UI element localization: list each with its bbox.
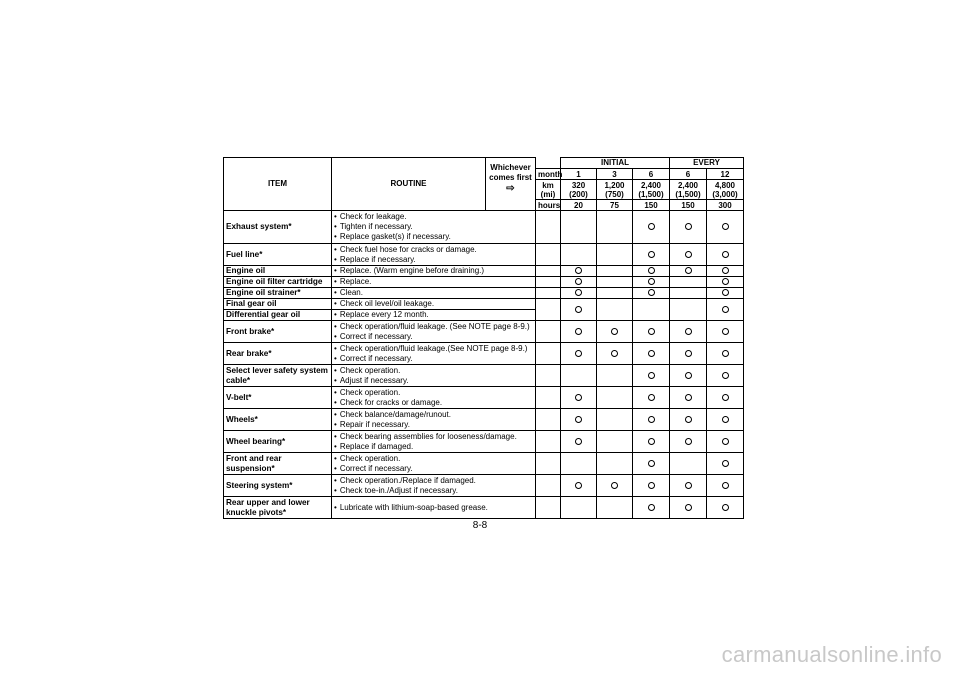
interval-cell (561, 288, 597, 299)
routine-line: • Check for leakage. (334, 212, 533, 222)
item-cell: Wheel bearing* (224, 431, 332, 453)
circle-icon (722, 278, 729, 285)
mi-value: (200) (569, 189, 588, 199)
km-cell (707, 180, 744, 200)
months-cell: 6 (670, 169, 707, 180)
routine-line: • Repair if necessary. (334, 420, 533, 430)
routine-cell (332, 431, 536, 453)
circle-icon (685, 482, 692, 489)
whichever-header (486, 158, 536, 200)
routine-line: • Correct if necessary. (334, 332, 533, 342)
interval-cell (707, 299, 744, 321)
hours-label: hours (536, 200, 561, 211)
routine-line: • Check operation. (334, 454, 533, 464)
routine-cell (332, 211, 536, 244)
routine-line: • Check oil level/oil leakage. (334, 299, 533, 309)
circle-icon (685, 223, 692, 230)
item-cell: Fuel line* (224, 244, 332, 266)
circle-icon (685, 394, 692, 401)
interval-cell (597, 277, 633, 288)
table-row (224, 277, 744, 288)
circle-icon (648, 289, 655, 296)
circle-icon (722, 267, 729, 274)
item-cell: Exhaust system* (224, 211, 332, 244)
circle-icon (722, 350, 729, 357)
interval-cell (670, 365, 707, 387)
hours-cell: 300 (707, 200, 744, 211)
circle-icon (575, 267, 582, 274)
months-cell: 12 (707, 169, 744, 180)
interval-cell (707, 387, 744, 409)
interval-cell (670, 387, 707, 409)
item-cell: Steering system* (224, 475, 332, 497)
arrow-right-icon: ⇨ (506, 183, 515, 195)
interval-cell (707, 321, 744, 343)
routine-cell (332, 277, 536, 288)
interval-cell (633, 343, 670, 365)
table-row (224, 497, 744, 519)
hours-cell: 20 (561, 200, 597, 211)
circle-icon (648, 460, 655, 467)
routine-line: • Replace if damaged. (334, 442, 533, 452)
interval-cell (561, 431, 597, 453)
circle-icon (611, 482, 618, 489)
interval-spacer (536, 365, 561, 387)
routine-cell (332, 409, 536, 431)
hours-cell: 75 (597, 200, 633, 211)
routine-cell (332, 475, 536, 497)
interval-cell (561, 321, 597, 343)
whichever-line1: Whichever (490, 163, 531, 173)
item-cell: Differential gear oil (224, 310, 332, 321)
circle-icon (648, 416, 655, 423)
routine-cell (332, 497, 536, 519)
routine-line: • Check toe-in./Adjust if necessary. (334, 486, 533, 496)
circle-icon (648, 394, 655, 401)
circle-icon (575, 394, 582, 401)
interval-cell (561, 365, 597, 387)
circle-icon (648, 267, 655, 274)
km-cell (597, 180, 633, 200)
interval-cell (597, 299, 633, 321)
interval-cell (670, 244, 707, 266)
circle-icon (722, 223, 729, 230)
interval-spacer (536, 475, 561, 497)
interval-cell (633, 277, 670, 288)
circle-icon (722, 394, 729, 401)
interval-cell (561, 475, 597, 497)
interval-spacer (536, 387, 561, 409)
interval-cell (597, 211, 633, 244)
circle-icon (685, 372, 692, 379)
table-row (224, 475, 744, 497)
circle-icon (575, 438, 582, 445)
km-value: 1,200 (604, 180, 625, 190)
table-row (224, 211, 744, 244)
circle-icon (575, 306, 582, 313)
circle-icon (575, 278, 582, 285)
table-row (224, 409, 744, 431)
circle-icon (648, 328, 655, 335)
circle-icon (648, 482, 655, 489)
km-value: 320 (571, 180, 586, 190)
interval-cell (561, 299, 597, 321)
interval-cell (633, 321, 670, 343)
routine-cell (332, 365, 536, 387)
circle-icon (722, 482, 729, 489)
interval-cell (633, 409, 670, 431)
routine-line: • Check operation. (334, 388, 533, 398)
interval-cell (707, 409, 744, 431)
mi-value: (750) (605, 189, 624, 199)
circle-icon (685, 416, 692, 423)
month-label: month (536, 169, 561, 180)
interval-cell (670, 343, 707, 365)
interval-cell (633, 365, 670, 387)
circle-icon (685, 350, 692, 357)
circle-icon (722, 504, 729, 511)
interval-cell (597, 387, 633, 409)
routine-line: • Clean. (334, 288, 533, 298)
mi-value: (3,000) (712, 189, 738, 199)
interval-spacer (536, 266, 561, 277)
interval-cell (597, 288, 633, 299)
interval-cell (597, 365, 633, 387)
table-row (224, 431, 744, 453)
routine-line: • Check for cracks or damage. (334, 398, 533, 408)
maintenance-body (224, 211, 744, 519)
table-row (224, 365, 744, 387)
item-cell: Wheels* (224, 409, 332, 431)
mi-value: (1,500) (675, 189, 701, 199)
item-cell: Select lever safety system cable* (224, 365, 332, 387)
routine-line: • Check operation/fluid leakage. (See NOTE page 8-9.) (334, 322, 533, 332)
interval-spacer (536, 497, 561, 519)
routine-line: • Tighten if necessary. (334, 222, 533, 232)
interval-cell (561, 387, 597, 409)
table-row (224, 343, 744, 365)
circle-icon (685, 251, 692, 258)
interval-cell (597, 266, 633, 277)
routine-line: • Replace if necessary. (334, 255, 533, 265)
circle-icon (575, 350, 582, 357)
interval-cell (597, 453, 633, 475)
interval-cell (670, 277, 707, 288)
table-row (224, 244, 744, 266)
circle-icon (722, 416, 729, 423)
routine-line: • Replace. (334, 277, 533, 287)
item-cell: Engine oil filter cartridge (224, 277, 332, 288)
routine-cell (332, 387, 536, 409)
interval-cell (670, 211, 707, 244)
routine-line: • Check operation./Replace if damaged. (334, 476, 533, 486)
routine-cell (332, 266, 536, 277)
circle-icon (648, 278, 655, 285)
km-label-text: km (542, 180, 554, 190)
item-cell: Engine oil strainer* (224, 288, 332, 299)
page-number: 8-8 (472, 520, 488, 531)
interval-cell (707, 211, 744, 244)
km-label (536, 180, 561, 200)
item-cell: Final gear oil (224, 299, 332, 310)
interval-cell (707, 288, 744, 299)
interval-cell (670, 497, 707, 519)
circle-icon (648, 504, 655, 511)
maintenance-sheet (223, 157, 743, 519)
km-cell (561, 180, 597, 200)
interval-cell (561, 409, 597, 431)
interval-cell (633, 211, 670, 244)
interval-cell (561, 277, 597, 288)
interval-cell (597, 321, 633, 343)
km-value: 2,400 (640, 180, 662, 190)
circle-icon (722, 438, 729, 445)
circle-icon (722, 306, 729, 313)
circle-icon (648, 438, 655, 445)
circle-icon (575, 289, 582, 296)
routine-cell (332, 321, 536, 343)
interval-cell (707, 475, 744, 497)
whichever-line2: comes first (489, 173, 532, 183)
circle-icon (648, 251, 655, 258)
circle-icon (722, 251, 729, 258)
interval-cell (670, 299, 707, 321)
every-header: EVERY (670, 158, 744, 169)
item-header: ITEM (224, 158, 332, 211)
interval-cell (633, 266, 670, 277)
km-cell (633, 180, 670, 200)
interval-cell (597, 244, 633, 266)
interval-cell (597, 343, 633, 365)
circle-icon (722, 460, 729, 467)
item-cell: Engine oil (224, 266, 332, 277)
interval-cell (670, 321, 707, 343)
routine-cell (332, 244, 536, 266)
interval-cell (707, 343, 744, 365)
circle-icon (722, 372, 729, 379)
table-row (224, 288, 744, 299)
interval-spacer (536, 299, 561, 321)
interval-cell (707, 244, 744, 266)
interval-cell (707, 266, 744, 277)
circle-icon (648, 372, 655, 379)
interval-cell (670, 266, 707, 277)
watermark: carmanualsonline.info (721, 642, 942, 667)
routine-line: • Adjust if necessary. (334, 376, 533, 386)
interval-cell (707, 453, 744, 475)
circle-icon (648, 350, 655, 357)
hours-cell: 150 (670, 200, 707, 211)
routine-cell (332, 343, 536, 365)
interval-cell (707, 431, 744, 453)
interval-cell (633, 475, 670, 497)
interval-cell (670, 288, 707, 299)
circle-icon (685, 328, 692, 335)
item-cell: V-belt* (224, 387, 332, 409)
interval-cell (633, 497, 670, 519)
routine-line: • Correct if necessary. (334, 354, 533, 364)
interval-spacer (536, 277, 561, 288)
interval-cell (633, 453, 670, 475)
table-row (224, 453, 744, 475)
initial-header: INITIAL (561, 158, 670, 169)
circle-icon (575, 328, 582, 335)
circle-icon (575, 482, 582, 489)
interval-spacer (536, 409, 561, 431)
interval-spacer (536, 321, 561, 343)
interval-cell (561, 453, 597, 475)
interval-cell (633, 387, 670, 409)
circle-icon (722, 289, 729, 296)
table-row (224, 266, 744, 277)
interval-cell (561, 211, 597, 244)
item-cell: Rear brake* (224, 343, 332, 365)
circle-icon (575, 416, 582, 423)
maintenance-table (223, 157, 744, 519)
interval-cell (633, 288, 670, 299)
interval-cell (670, 409, 707, 431)
item-cell: Front and rear suspension* (224, 453, 332, 475)
interval-cell (561, 244, 597, 266)
interval-spacer (536, 343, 561, 365)
mi-value: (1,500) (638, 189, 664, 199)
item-cell: Rear upper and lower knuckle pivots* (224, 497, 332, 519)
interval-cell (561, 343, 597, 365)
routine-line: • Check fuel hose for cracks or damage. (334, 245, 533, 255)
interval-spacer (536, 288, 561, 299)
circle-icon (685, 438, 692, 445)
circle-icon (648, 223, 655, 230)
routine-cell (332, 299, 536, 310)
routine-line: • Replace every 12 month. (334, 310, 533, 320)
interval-cell (561, 497, 597, 519)
routine-line: • Correct if necessary. (334, 464, 533, 474)
interval-cell (707, 497, 744, 519)
table-row (224, 387, 744, 409)
item-cell: Front brake* (224, 321, 332, 343)
table-row (224, 299, 744, 310)
km-cell (670, 180, 707, 200)
circle-icon (685, 267, 692, 274)
interval-cell (597, 431, 633, 453)
routine-line: • Check bearing assemblies for looseness/damage. (334, 432, 533, 442)
routine-cell (332, 453, 536, 475)
circle-icon (685, 504, 692, 511)
interval-cell (633, 244, 670, 266)
table-row (224, 321, 744, 343)
km-value: 2,400 (677, 180, 699, 190)
routine-line: • Replace. (Warm engine before draining.) (334, 266, 533, 276)
routine-line: • Check operation. (334, 366, 533, 376)
interval-cell (597, 475, 633, 497)
interval-spacer (536, 453, 561, 475)
interval-cell (561, 266, 597, 277)
interval-cell (670, 453, 707, 475)
mi-label-text: (mi) (540, 189, 556, 199)
routine-line: • Check balance/damage/runout. (334, 410, 533, 420)
routine-header: ROUTINE (332, 158, 486, 211)
interval-cell (670, 431, 707, 453)
months-cell: 3 (597, 169, 633, 180)
km-value: 4,800 (714, 180, 736, 190)
routine-line: • Check operation/fluid leakage.(See NOTE page 8-9.) (334, 344, 533, 354)
interval-cell (597, 497, 633, 519)
circle-icon (611, 350, 618, 357)
routine-cell (332, 310, 536, 321)
interval-cell (670, 475, 707, 497)
routine-line: • Lubricate with lithium-soap-based grease. (334, 503, 533, 513)
months-cell: 6 (633, 169, 670, 180)
interval-cell (707, 277, 744, 288)
circle-icon (611, 328, 618, 335)
routine-line: • Replace gasket(s) if necessary. (334, 232, 533, 242)
months-cell: 1 (561, 169, 597, 180)
routine-cell (332, 288, 536, 299)
interval-cell (633, 299, 670, 321)
interval-spacer (536, 211, 561, 244)
interval-spacer (536, 431, 561, 453)
hours-cell: 150 (633, 200, 670, 211)
interval-cell (633, 431, 670, 453)
interval-spacer (536, 244, 561, 266)
interval-cell (597, 409, 633, 431)
interval-cell (707, 365, 744, 387)
circle-icon (722, 328, 729, 335)
